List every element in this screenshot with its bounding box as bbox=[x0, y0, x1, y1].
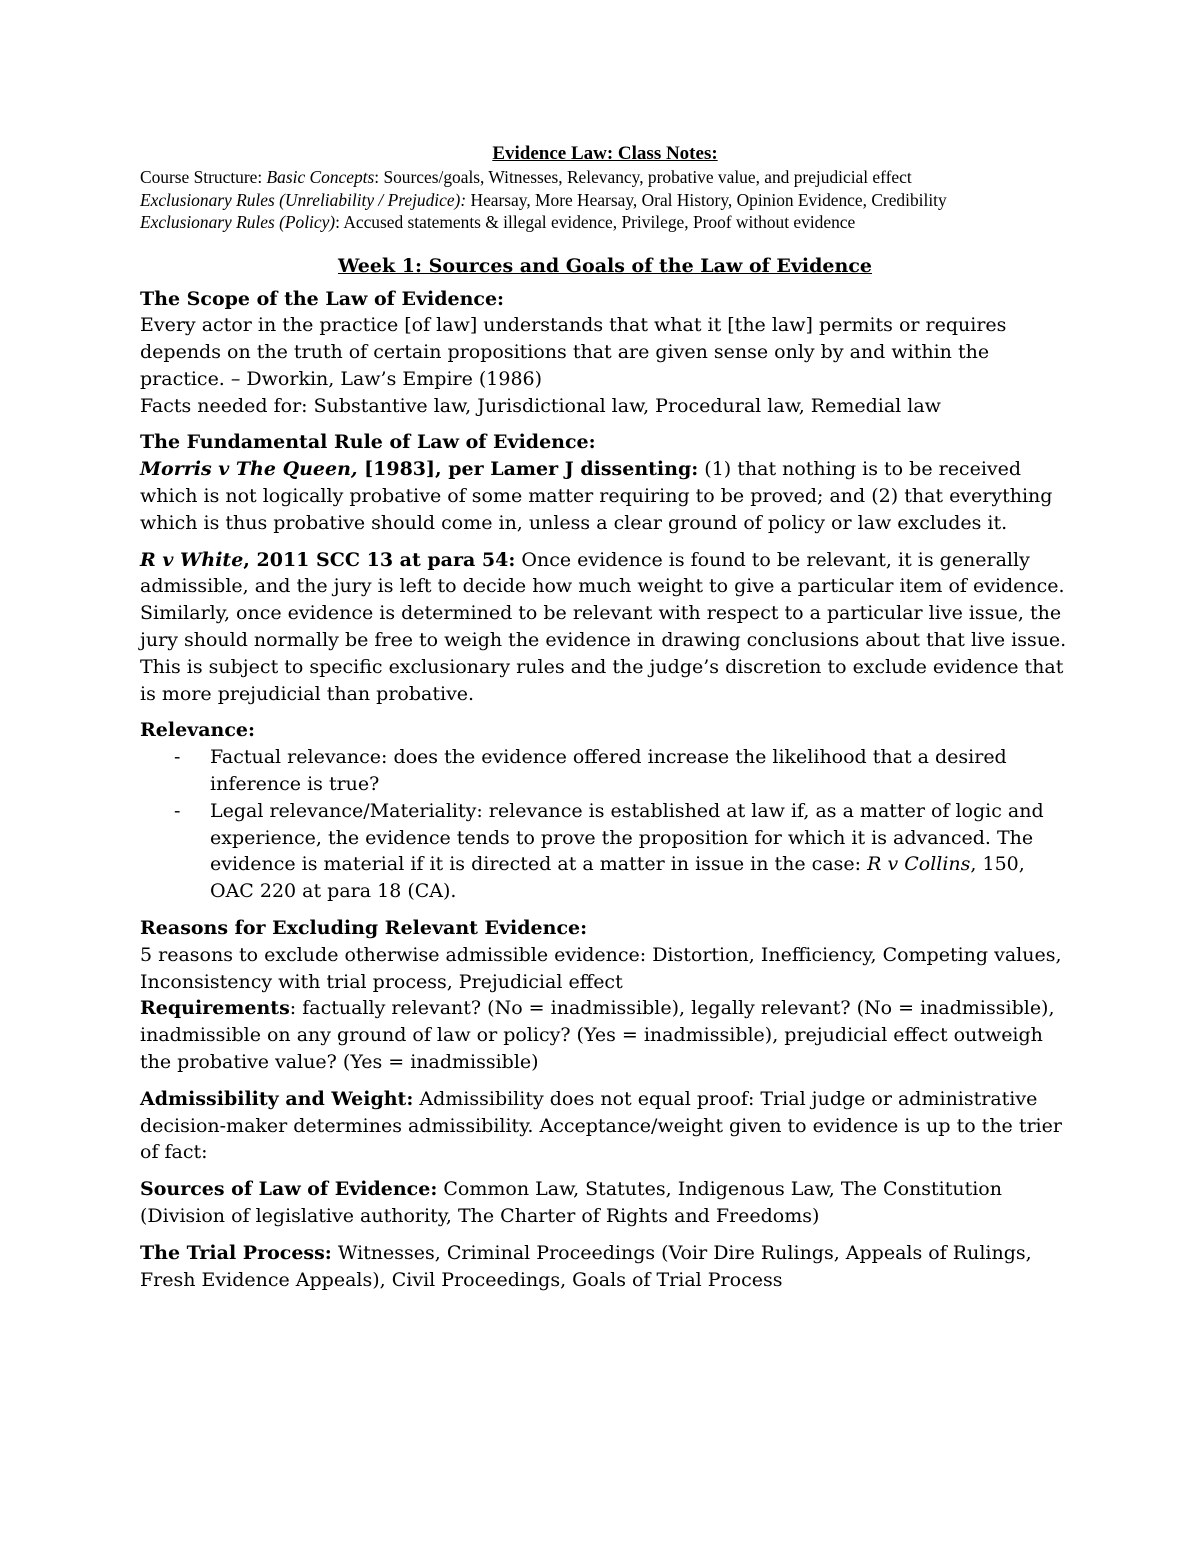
sources-label: Sources of Law of Evidence: bbox=[140, 1178, 438, 1201]
basic-concepts-label: Basic Concepts bbox=[266, 167, 375, 187]
list-item bbox=[140, 798, 1070, 905]
white-case-name: R v White bbox=[140, 548, 244, 571]
exclusionary-policy-text: : Accused statements & illegal evidence, Privilege, Proof without evidence bbox=[335, 212, 856, 232]
factual-relevance-text: Factual relevance: does the evidence offered increase the likelihood that a desired inference is true? bbox=[210, 746, 1007, 796]
exclusionary-unreliability-line bbox=[140, 189, 1070, 212]
scope-heading: The Scope of the Law of Evidence: bbox=[140, 287, 505, 310]
admissibility-paragraph bbox=[140, 1086, 1070, 1166]
sources-paragraph bbox=[140, 1176, 1070, 1230]
morris-case-name: Morris v The Queen, bbox=[140, 458, 358, 481]
course-structure-line bbox=[140, 166, 1070, 189]
admissibility-text: Admissibility does not equal proof: Trial judge or administrative decision-maker determines admissibility. Acceptance/weight given to evidence is up to the trier of fact: bbox=[140, 1087, 1062, 1164]
requirements-paragraph bbox=[140, 995, 1070, 1075]
fundamental-heading: The Fundamental Rule of Law of Evidence: bbox=[140, 431, 596, 454]
page-title: Evidence Law: Class Notes: bbox=[492, 143, 718, 164]
exclusionary-policy-label: Exclusionary Rules (Policy) bbox=[140, 212, 336, 232]
fundamental-rule-paragraph bbox=[140, 456, 1070, 536]
trial-process-label: The Trial Process: bbox=[140, 1241, 332, 1264]
trial-process-text: Witnesses, Criminal Proceedings (Voir Dire Rulings, Appeals of Rulings, Fresh Evidence Appeals), Civil Proceedings, Goals of Trial Process bbox=[140, 1241, 1032, 1291]
course-structure-label: Course Structure: bbox=[140, 167, 267, 187]
white-paragraph bbox=[140, 547, 1070, 708]
scope-facts: Facts needed for: Substantive law, Jurisdictional law, Procedural law, Remedial law bbox=[140, 394, 941, 417]
trial-process-paragraph bbox=[140, 1240, 1070, 1294]
dash-bullet: - bbox=[174, 746, 181, 769]
collins-cite: , 150, OAC 220 at para 18 (CA). bbox=[210, 853, 1025, 903]
requirements-label: Requirements bbox=[140, 997, 290, 1020]
exclusionary-unreliability-label: Exclusionary Rules (Unreliability / Prejudice): bbox=[140, 189, 467, 210]
admissibility-label: Admissibility and Weight: bbox=[140, 1087, 414, 1110]
relevance-list bbox=[140, 744, 1070, 905]
exclusionary-unreliability-text: Hearsay, More Hearsay, Oral History, Opinion Evidence, Credibility bbox=[466, 189, 947, 210]
exclusionary-policy-line bbox=[140, 211, 1070, 234]
morris-case-cite: [1983], per Lamer J dissenting: bbox=[357, 458, 699, 481]
week-heading: Week 1: Sources and Goals of the Law of Evidence bbox=[338, 254, 872, 277]
morris-text: (1) that nothing is to be received which is not logically probative of some matter requiring to be proved; and (2) that everything which is thus probative should come in, unless a clear ground of policy or law excludes it. bbox=[140, 458, 1053, 534]
list-item bbox=[140, 744, 1070, 798]
reasons-heading: Reasons for Excluding Relevant Evidence: bbox=[140, 917, 588, 940]
legal-relevance-text: Legal relevance/Materiality: relevance is established at law if, as a matter of logic and experience, the evidence tends to prove the proposition for which it is advanced. The evidence is material if it is directed at a matter in issue in the case: bbox=[210, 799, 1044, 876]
relevance-heading: Relevance: bbox=[140, 719, 256, 742]
sources-text: Common Law, Statutes, Indigenous Law, The Constitution (Division of legislative authority, The Charter of Rights and Freedoms) bbox=[140, 1178, 1002, 1227]
collins-case-name: R v Collins bbox=[867, 853, 971, 876]
reasons-text: 5 reasons to exclude otherwise admissible evidence: Distortion, Inefficiency, Competing values, Inconsistency with trial process, Prejudicial effect bbox=[140, 943, 1062, 993]
dash-bullet: - bbox=[174, 799, 181, 822]
requirements-text: : factually relevant? (No = inadmissible), legally relevant? (No = inadmissible), inadmissible on any ground of law or policy? (Yes = inadmissible), prejudicial effect outweigh the probative value? (Yes = inadmissible) bbox=[140, 997, 1055, 1074]
basic-concepts-text: : Sources/goals, Witnesses, Relevancy, probative value, and prejudicial effect bbox=[374, 167, 912, 187]
document-page bbox=[140, 142, 1070, 1293]
white-case-cite: , 2011 SCC 13 at para 54: bbox=[243, 548, 516, 571]
white-text: Once evidence is found to be relevant, it is generally admissible, and the jury is left to decide how much weight to give a particular item of evidence. Similarly, once evidence is determined to be relevant with respect to a particular live issue, the jury should normally be free to weigh the evidence in drawing conclusions about that live issue. This is subject to specific exclusionary rules and the judge’s discretion to exclude evidence that is more prejudicial than probative. bbox=[140, 548, 1067, 705]
scope-quote: Every actor in the practice [of law] understands that what it [the law] permits or requires depends on the truth of certain propositions that are given sense only by and within the practice. – Dworkin, Law’s Empire (1986) bbox=[140, 314, 1007, 390]
